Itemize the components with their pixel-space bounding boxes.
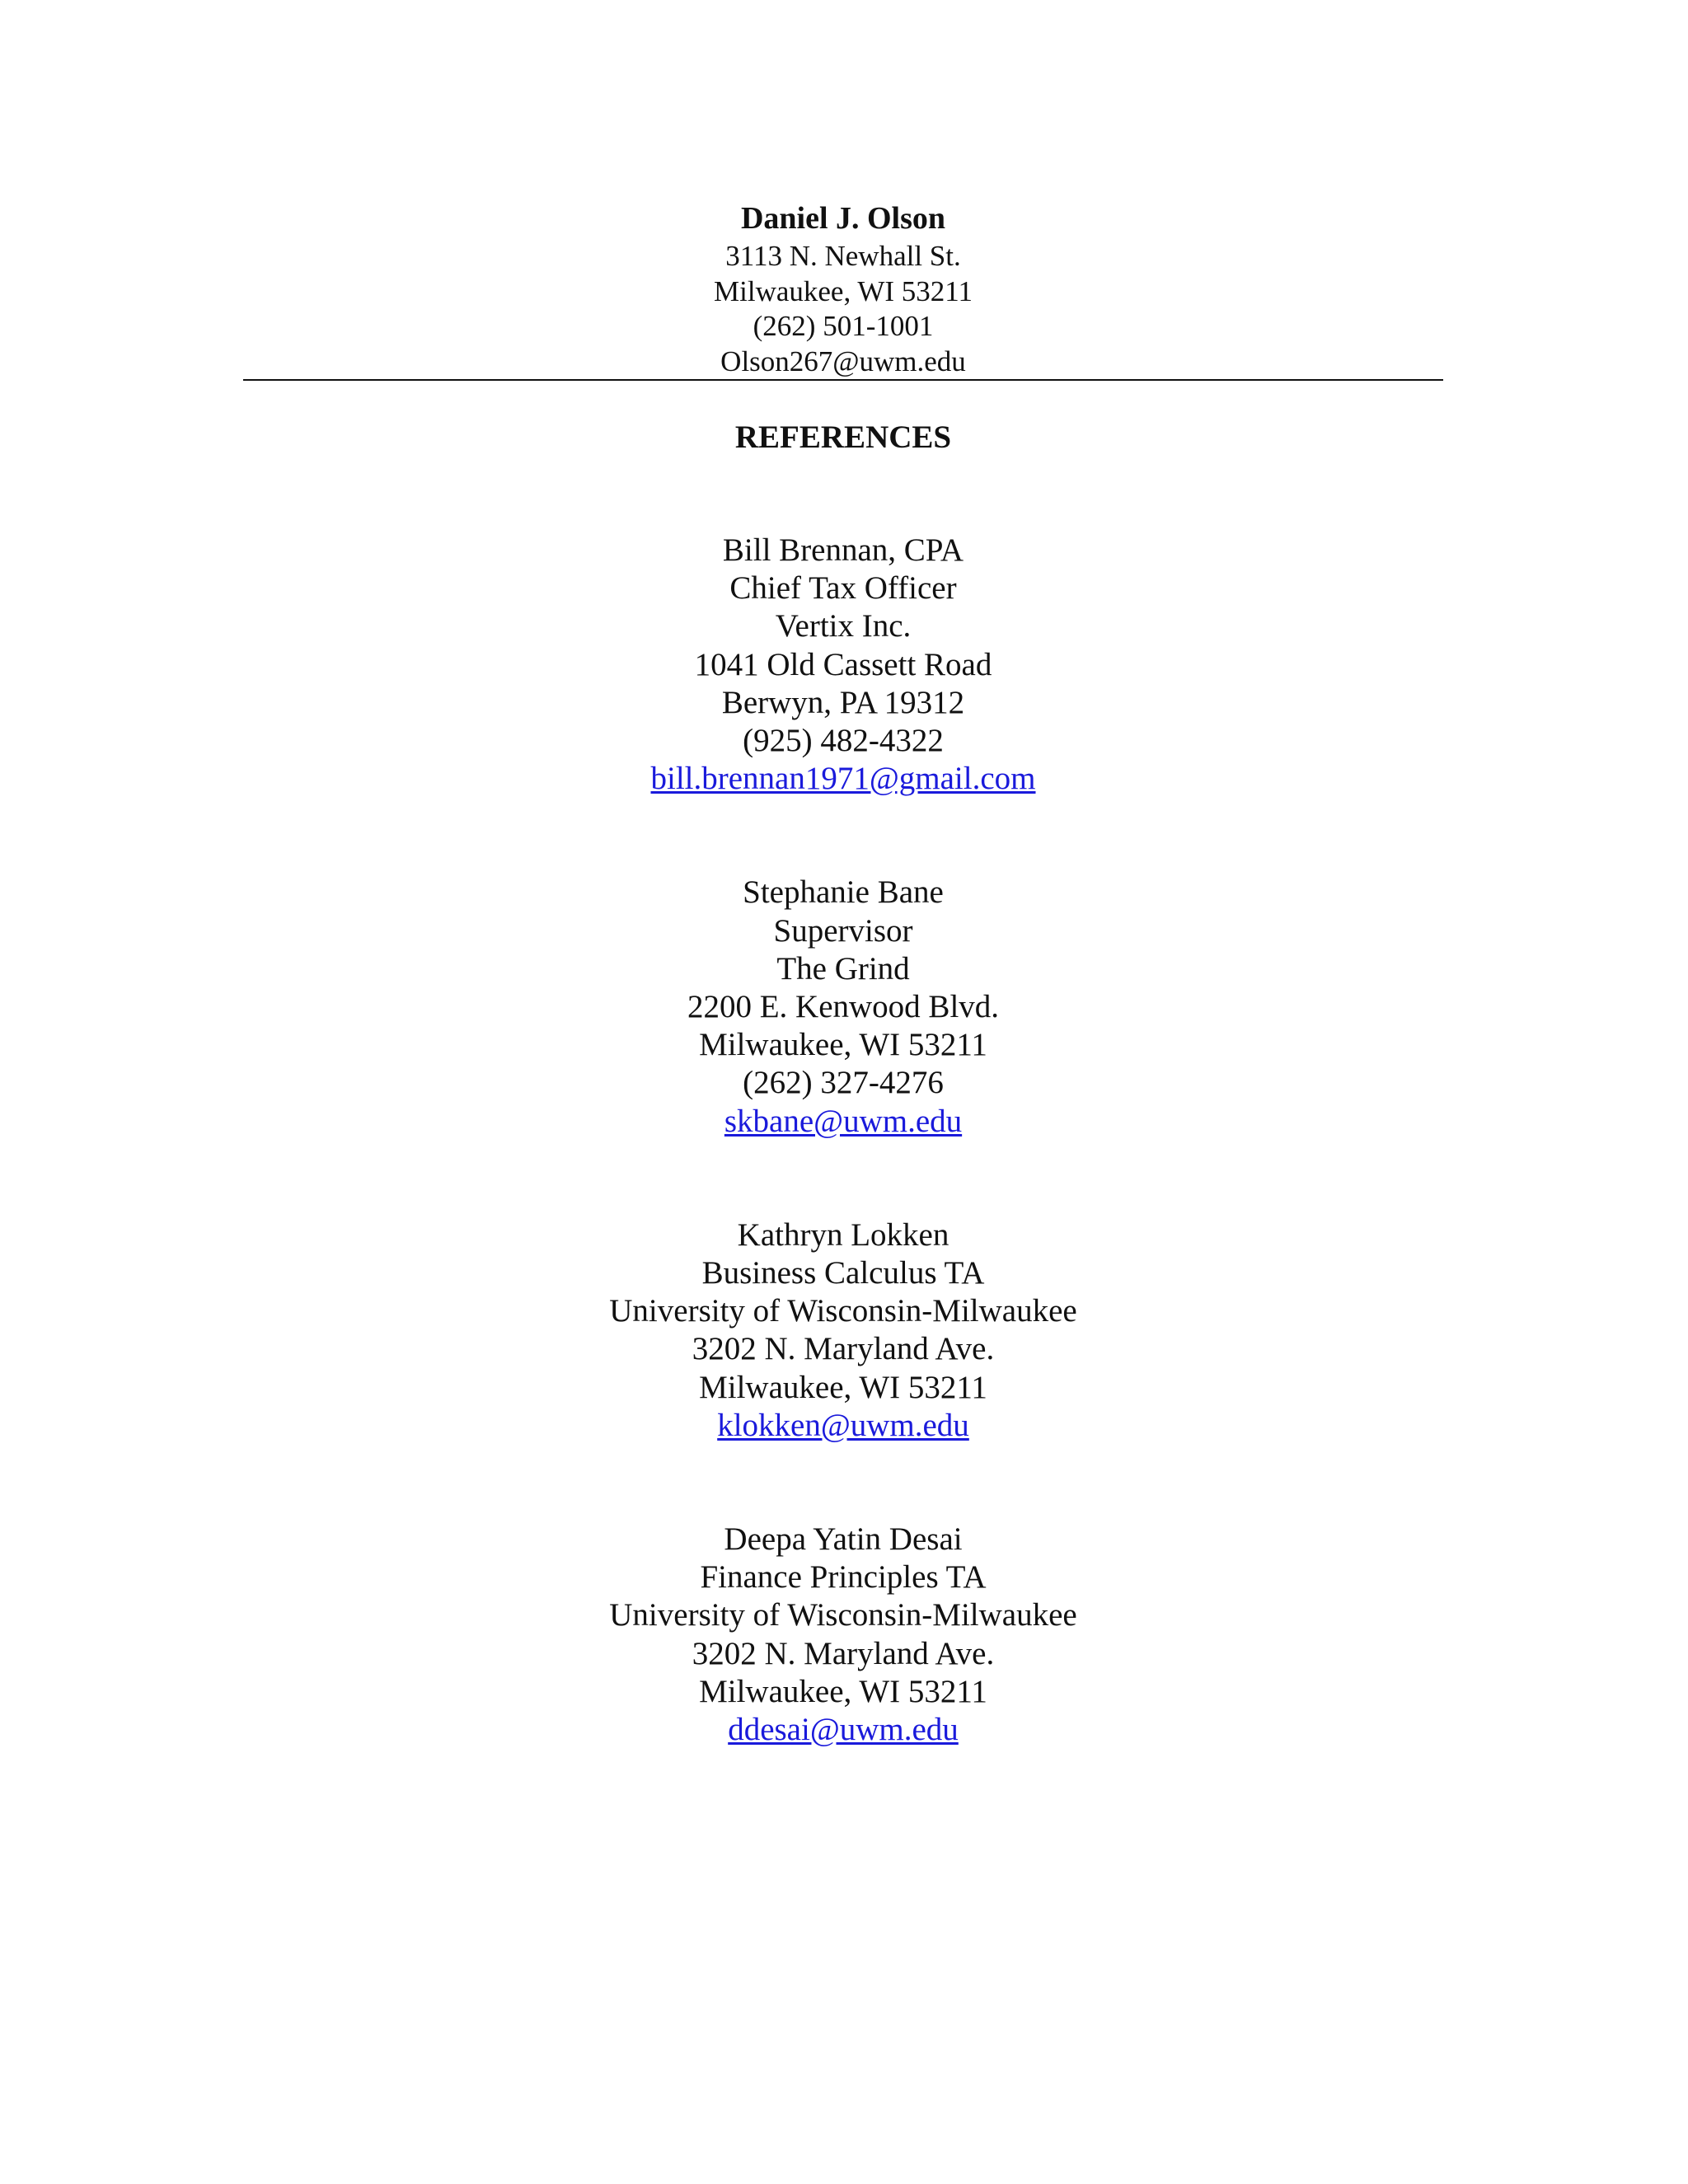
reference-name: Deepa Yatin Desai xyxy=(724,1521,963,1558)
applicant-street: 3113 N. Newhall St. xyxy=(725,240,961,272)
reference-city: Milwaukee, WI 53211 xyxy=(699,1027,987,1063)
reference-email-link[interactable]: bill.brennan1971@gmail.com xyxy=(650,761,1036,797)
reference-street: 1041 Old Cassett Road xyxy=(694,646,992,682)
reference-entry xyxy=(243,1521,1443,1749)
reference-street: 2200 E. Kenwood Blvd. xyxy=(687,989,1000,1025)
reference-phone: (262) 327-4276 xyxy=(743,1065,944,1101)
reference-organization: Vertix Inc. xyxy=(775,608,912,644)
reference-position: Business Calculus TA xyxy=(701,1255,985,1291)
reference-name: Bill Brennan, CPA xyxy=(722,532,964,568)
reference-organization: University of Wisconsin-Milwaukee xyxy=(609,1293,1077,1329)
reference-position: Finance Principles TA xyxy=(700,1559,987,1596)
reference-entry xyxy=(243,532,1443,798)
reference-name: Kathryn Lokken xyxy=(737,1216,950,1253)
reference-email-link[interactable]: ddesai@uwm.edu xyxy=(728,1712,959,1748)
applicant-city: Milwaukee, WI 53211 xyxy=(714,274,973,307)
reference-city: Milwaukee, WI 53211 xyxy=(699,1673,987,1709)
reference-email-link[interactable]: klokken@uwm.edu xyxy=(717,1407,969,1443)
applicant-email: Olson267@uwm.edu xyxy=(720,344,966,377)
applicant-phone: (262) 501-1001 xyxy=(753,310,934,342)
reference-city: Milwaukee, WI 53211 xyxy=(699,1369,987,1405)
applicant-name: Daniel J. Olson xyxy=(740,201,946,236)
reference-organization: University of Wisconsin-Milwaukee xyxy=(609,1597,1077,1633)
reference-name: Stephanie Bane xyxy=(743,874,944,911)
references-list xyxy=(243,532,1443,1825)
reference-phone: (925) 482-4322 xyxy=(743,723,944,759)
reference-entry xyxy=(243,874,1443,1140)
page-title: REFERENCES xyxy=(734,419,952,455)
reference-position: Supervisor xyxy=(773,912,913,949)
reference-street: 3202 N. Maryland Ave. xyxy=(692,1635,995,1671)
reference-organization: The Grind xyxy=(776,950,910,987)
reference-street: 3202 N. Maryland Ave. xyxy=(692,1331,995,1367)
contact-header xyxy=(243,198,1443,379)
reference-entry xyxy=(243,1216,1443,1445)
reference-email-link[interactable]: skbane@uwm.edu xyxy=(724,1103,963,1139)
header-divider xyxy=(243,379,1443,381)
reference-position: Chief Tax Officer xyxy=(729,570,957,607)
reference-city: Berwyn, PA 19312 xyxy=(721,684,965,720)
